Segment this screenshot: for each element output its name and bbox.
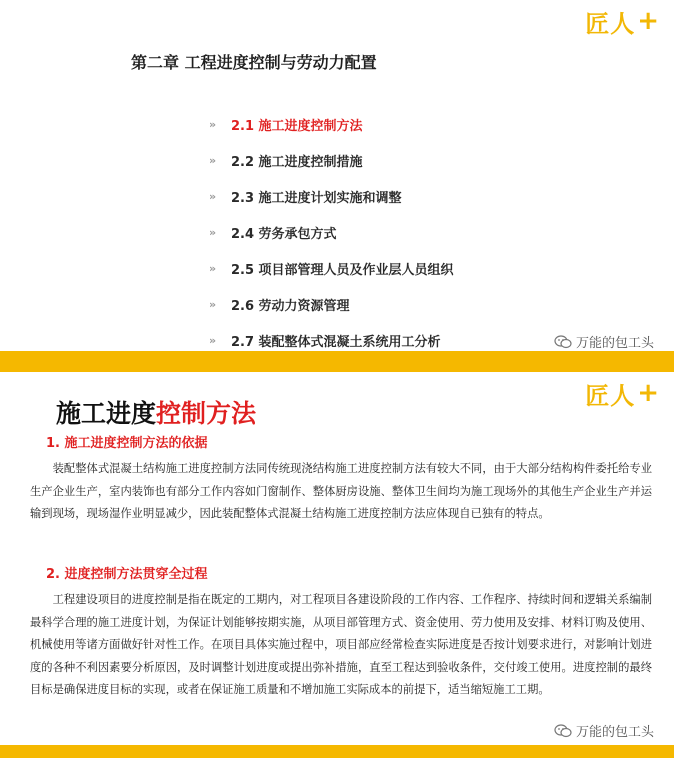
double-chevron-icon: » bbox=[209, 153, 215, 167]
watermark bbox=[554, 721, 654, 740]
toc-list bbox=[209, 106, 454, 358]
logo-plus: + bbox=[637, 6, 660, 36]
section-1-paragraph: 装配整体式混凝土结构施工进度控制方法同传统现浇结构施工进度控制方法有较大不同，由于大部分结构构件委托给专业生产企业生产，室内装饰也有部分工作内容如门窗制作、整体厨房设施、整体卫生间均为施工现场外的其他生产企业生产并运输到现场，现场湿作业明显减少，因此装配整体式混凝土结构施工进度控制方法应体现自已独有的特点。 bbox=[30, 462, 652, 520]
double-chevron-icon: » bbox=[209, 333, 215, 347]
toc-item-label: 2.2 施工进度控制措施 bbox=[231, 154, 363, 170]
page-title-black: 施工进度 bbox=[56, 399, 157, 428]
wechat-icon bbox=[554, 724, 572, 738]
section-1-heading: 1. 施工进度控制方法的依据 bbox=[46, 436, 208, 451]
toc-item-label: 2.5 项目部管理人员及作业层人员组织 bbox=[231, 262, 454, 278]
brand-logo bbox=[585, 6, 660, 36]
content-slide bbox=[0, 372, 674, 758]
toc-item-2-1[interactable] bbox=[209, 106, 454, 142]
toc-item-label: 2.7 装配整体式混凝土系统用工分析 bbox=[231, 334, 441, 350]
toc-item-2-3[interactable] bbox=[209, 178, 454, 214]
toc-item-label: 2.3 施工进度计划实施和调整 bbox=[231, 190, 402, 206]
toc-item-label: 2.1 施工进度控制方法 bbox=[231, 118, 363, 134]
logo-plus: + bbox=[637, 378, 660, 408]
double-chevron-icon: » bbox=[209, 117, 215, 131]
page-title bbox=[56, 394, 256, 430]
toc-item-2-4[interactable] bbox=[209, 214, 454, 250]
double-chevron-icon: » bbox=[209, 225, 215, 239]
toc-item-label: 2.4 劳务承包方式 bbox=[231, 226, 337, 242]
toc-item-2-2[interactable] bbox=[209, 142, 454, 178]
double-chevron-icon: » bbox=[209, 297, 215, 311]
section-2-paragraph: 工程建设项目的进度控制是指在既定的工期内，对工程项目各建设阶段的工作内容、工作程序、持续时间和逻辑关系编制最科学合理的施工进度计划，为保证计划能够按期实施，从项目部管理方式、资金使用、劳力使用及安排、材料订购及使用、机械使用等诸方面做好针对性工作。在项目具体实施过程中，项目部应经常检查实际进度是否按计划要求进行，对影响计划进度的各种不利因素要分析原因，及时调整计划进度或提出弥补措施，直至工程达到验收条件，交付竣工使用。进度控制的最终目标是确保进度目标的实现，或者在保证施工质量和不增加施工实际成本的前提下，适当缩短施工工期。 bbox=[30, 593, 652, 696]
watermark-text: 万能的包工头 bbox=[575, 336, 654, 351]
double-chevron-icon: » bbox=[209, 189, 215, 203]
section-2-heading: 2. 进度控制方法贯穿全过程 bbox=[46, 567, 208, 582]
chapter-toc-slide bbox=[0, 0, 674, 372]
toc-item-2-5[interactable] bbox=[209, 250, 454, 286]
toc-item-2-6[interactable] bbox=[209, 286, 454, 322]
chapter-title: 第二章 工程进度控制与劳动力配置 bbox=[131, 53, 377, 72]
logo-text: 匠人 bbox=[585, 9, 636, 38]
page-title-red: 控制方法 bbox=[156, 399, 257, 428]
double-chevron-icon: » bbox=[209, 261, 215, 275]
yellow-band bbox=[0, 745, 674, 758]
wechat-icon bbox=[554, 335, 572, 349]
yellow-band bbox=[0, 351, 674, 372]
toc-item-label: 2.6 劳动力资源管理 bbox=[231, 298, 350, 314]
watermark bbox=[554, 332, 654, 351]
brand-logo bbox=[585, 378, 660, 408]
watermark-text: 万能的包工头 bbox=[575, 725, 654, 740]
logo-text: 匠人 bbox=[585, 381, 636, 410]
